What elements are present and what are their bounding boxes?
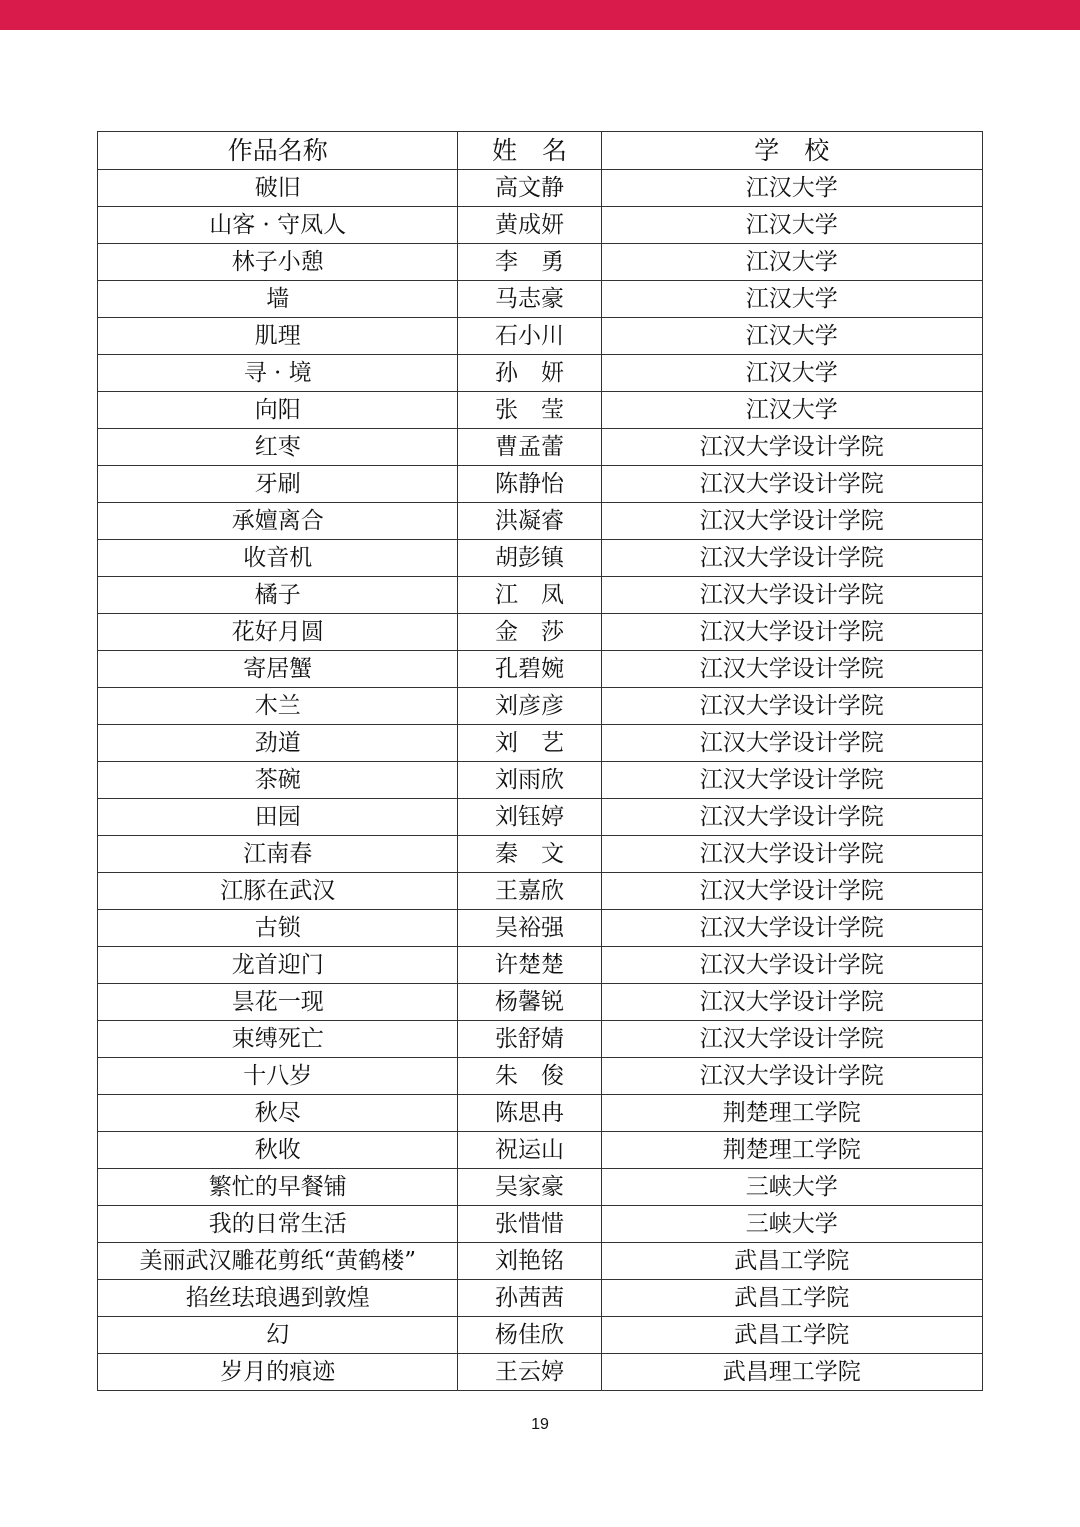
cell-student-name: 刘钰婷 bbox=[458, 799, 601, 836]
cell-school: 武昌工学院 bbox=[601, 1280, 982, 1317]
page-number: 19 bbox=[531, 1416, 549, 1433]
cell-student-name: 胡彭镇 bbox=[458, 540, 601, 577]
award-list-table bbox=[97, 131, 983, 1391]
cell-student-name: 王云婷 bbox=[458, 1354, 601, 1391]
cell-school: 江汉大学设计学院 bbox=[601, 688, 982, 725]
table-row bbox=[98, 466, 983, 503]
table-row bbox=[98, 725, 983, 762]
cell-school: 江汉大学 bbox=[601, 207, 982, 244]
cell-work-title: 幻 bbox=[98, 1317, 458, 1354]
top-accent-bar bbox=[0, 0, 1080, 30]
cell-school: 江汉大学设计学院 bbox=[601, 762, 982, 799]
cell-student-name: 杨馨锐 bbox=[458, 984, 601, 1021]
table-row bbox=[98, 503, 983, 540]
table-row bbox=[98, 614, 983, 651]
cell-student-name: 刘 艺 bbox=[458, 725, 601, 762]
table-row bbox=[98, 910, 983, 947]
cell-work-title: 花好月圆 bbox=[98, 614, 458, 651]
cell-school: 荆楚理工学院 bbox=[601, 1095, 982, 1132]
cell-work-title: 美丽武汉雕花剪纸“黄鹤楼” bbox=[98, 1243, 458, 1280]
cell-school: 江汉大学设计学院 bbox=[601, 873, 982, 910]
table-row bbox=[98, 947, 983, 984]
cell-student-name: 陈思冉 bbox=[458, 1095, 601, 1132]
cell-work-title: 山客 · 守凤人 bbox=[98, 207, 458, 244]
cell-school: 江汉大学设计学院 bbox=[601, 1021, 982, 1058]
table-row bbox=[98, 1206, 983, 1243]
cell-work-title: 木兰 bbox=[98, 688, 458, 725]
table-row bbox=[98, 281, 983, 318]
cell-school: 江汉大学设计学院 bbox=[601, 1058, 982, 1095]
table-body bbox=[98, 170, 983, 1391]
cell-student-name: 朱 俊 bbox=[458, 1058, 601, 1095]
cell-work-title: 江豚在武汉 bbox=[98, 873, 458, 910]
cell-school: 江汉大学 bbox=[601, 170, 982, 207]
cell-student-name: 刘彦彦 bbox=[458, 688, 601, 725]
cell-school: 荆楚理工学院 bbox=[601, 1132, 982, 1169]
table-row bbox=[98, 1095, 983, 1132]
cell-student-name: 高文静 bbox=[458, 170, 601, 207]
cell-student-name: 吴家豪 bbox=[458, 1169, 601, 1206]
cell-work-title: 牙刷 bbox=[98, 466, 458, 503]
cell-student-name: 张惜惜 bbox=[458, 1206, 601, 1243]
table-row bbox=[98, 1169, 983, 1206]
table-row bbox=[98, 1058, 983, 1095]
cell-student-name: 洪凝睿 bbox=[458, 503, 601, 540]
header-student-name: 姓 名 bbox=[458, 132, 601, 170]
cell-student-name: 刘艳铭 bbox=[458, 1243, 601, 1280]
cell-work-title: 秋收 bbox=[98, 1132, 458, 1169]
table-row bbox=[98, 207, 983, 244]
cell-student-name: 陈静怡 bbox=[458, 466, 601, 503]
cell-school: 三峡大学 bbox=[601, 1169, 982, 1206]
cell-work-title: 寄居蟹 bbox=[98, 651, 458, 688]
cell-work-title: 十八岁 bbox=[98, 1058, 458, 1095]
cell-student-name: 杨佳欣 bbox=[458, 1317, 601, 1354]
cell-student-name: 石小川 bbox=[458, 318, 601, 355]
cell-student-name: 刘雨欣 bbox=[458, 762, 601, 799]
cell-school: 江汉大学设计学院 bbox=[601, 466, 982, 503]
cell-school: 江汉大学设计学院 bbox=[601, 577, 982, 614]
cell-student-name: 江 凤 bbox=[458, 577, 601, 614]
cell-school: 江汉大学设计学院 bbox=[601, 910, 982, 947]
cell-work-title: 昙花一现 bbox=[98, 984, 458, 1021]
cell-school: 江汉大学设计学院 bbox=[601, 947, 982, 984]
cell-school: 江汉大学 bbox=[601, 244, 982, 281]
cell-student-name: 秦 文 bbox=[458, 836, 601, 873]
cell-school: 江汉大学设计学院 bbox=[601, 984, 982, 1021]
table-row bbox=[98, 873, 983, 910]
cell-work-title: 江南春 bbox=[98, 836, 458, 873]
cell-student-name: 张 莹 bbox=[458, 392, 601, 429]
table-row bbox=[98, 799, 983, 836]
cell-work-title: 劲道 bbox=[98, 725, 458, 762]
table-row bbox=[98, 1132, 983, 1169]
cell-work-title: 收音机 bbox=[98, 540, 458, 577]
cell-work-title: 茶碗 bbox=[98, 762, 458, 799]
cell-school: 武昌工学院 bbox=[601, 1317, 982, 1354]
table-row bbox=[98, 355, 983, 392]
cell-student-name: 曹孟蕾 bbox=[458, 429, 601, 466]
cell-student-name: 黄成妍 bbox=[458, 207, 601, 244]
cell-student-name: 王嘉欣 bbox=[458, 873, 601, 910]
cell-student-name: 张舒婧 bbox=[458, 1021, 601, 1058]
cell-school: 武昌工学院 bbox=[601, 1243, 982, 1280]
table-row bbox=[98, 1280, 983, 1317]
table-row bbox=[98, 429, 983, 466]
table-row bbox=[98, 244, 983, 281]
cell-work-title: 龙首迎门 bbox=[98, 947, 458, 984]
cell-work-title: 古锁 bbox=[98, 910, 458, 947]
table-row bbox=[98, 651, 983, 688]
cell-work-title: 红枣 bbox=[98, 429, 458, 466]
cell-work-title: 秋尽 bbox=[98, 1095, 458, 1132]
header-school: 学 校 bbox=[601, 132, 982, 170]
table-row bbox=[98, 836, 983, 873]
table-row bbox=[98, 392, 983, 429]
cell-student-name: 孙茜茜 bbox=[458, 1280, 601, 1317]
table-row bbox=[98, 170, 983, 207]
cell-work-title: 我的日常生活 bbox=[98, 1206, 458, 1243]
cell-school: 江汉大学设计学院 bbox=[601, 651, 982, 688]
cell-student-name: 孔碧婉 bbox=[458, 651, 601, 688]
cell-work-title: 田园 bbox=[98, 799, 458, 836]
cell-school: 江汉大学设计学院 bbox=[601, 614, 982, 651]
cell-work-title: 承嬗离合 bbox=[98, 503, 458, 540]
cell-work-title: 破旧 bbox=[98, 170, 458, 207]
cell-work-title: 墙 bbox=[98, 281, 458, 318]
cell-student-name: 李 勇 bbox=[458, 244, 601, 281]
table-row bbox=[98, 1317, 983, 1354]
cell-school: 江汉大学 bbox=[601, 318, 982, 355]
table-row bbox=[98, 577, 983, 614]
table-row bbox=[98, 688, 983, 725]
cell-school: 江汉大学设计学院 bbox=[601, 799, 982, 836]
cell-student-name: 马志豪 bbox=[458, 281, 601, 318]
cell-school: 三峡大学 bbox=[601, 1206, 982, 1243]
cell-school: 江汉大学设计学院 bbox=[601, 540, 982, 577]
cell-student-name: 吴裕强 bbox=[458, 910, 601, 947]
table-row bbox=[98, 318, 983, 355]
cell-school: 江汉大学 bbox=[601, 281, 982, 318]
cell-student-name: 许楚楚 bbox=[458, 947, 601, 984]
cell-school: 江汉大学设计学院 bbox=[601, 429, 982, 466]
table-row bbox=[98, 1021, 983, 1058]
table-row bbox=[98, 984, 983, 1021]
cell-work-title: 繁忙的早餐铺 bbox=[98, 1169, 458, 1206]
header-work-title: 作品名称 bbox=[98, 132, 458, 170]
cell-work-title: 肌理 bbox=[98, 318, 458, 355]
cell-school: 江汉大学 bbox=[601, 355, 982, 392]
cell-work-title: 橘子 bbox=[98, 577, 458, 614]
cell-school: 江汉大学 bbox=[601, 392, 982, 429]
cell-school: 江汉大学设计学院 bbox=[601, 836, 982, 873]
cell-student-name: 金 莎 bbox=[458, 614, 601, 651]
cell-work-title: 束缚死亡 bbox=[98, 1021, 458, 1058]
table-header-row bbox=[98, 132, 983, 170]
table-row bbox=[98, 540, 983, 577]
cell-work-title: 向阳 bbox=[98, 392, 458, 429]
cell-student-name: 孙 妍 bbox=[458, 355, 601, 392]
table-row bbox=[98, 762, 983, 799]
cell-school: 江汉大学设计学院 bbox=[601, 725, 982, 762]
table-row bbox=[98, 1354, 983, 1391]
cell-school: 武昌理工学院 bbox=[601, 1354, 982, 1391]
cell-school: 江汉大学设计学院 bbox=[601, 503, 982, 540]
cell-student-name: 祝运山 bbox=[458, 1132, 601, 1169]
cell-work-title: 寻 · 境 bbox=[98, 355, 458, 392]
cell-work-title: 岁月的痕迹 bbox=[98, 1354, 458, 1391]
cell-work-title: 林子小憩 bbox=[98, 244, 458, 281]
table-row bbox=[98, 1243, 983, 1280]
cell-work-title: 掐丝珐琅遇到敦煌 bbox=[98, 1280, 458, 1317]
